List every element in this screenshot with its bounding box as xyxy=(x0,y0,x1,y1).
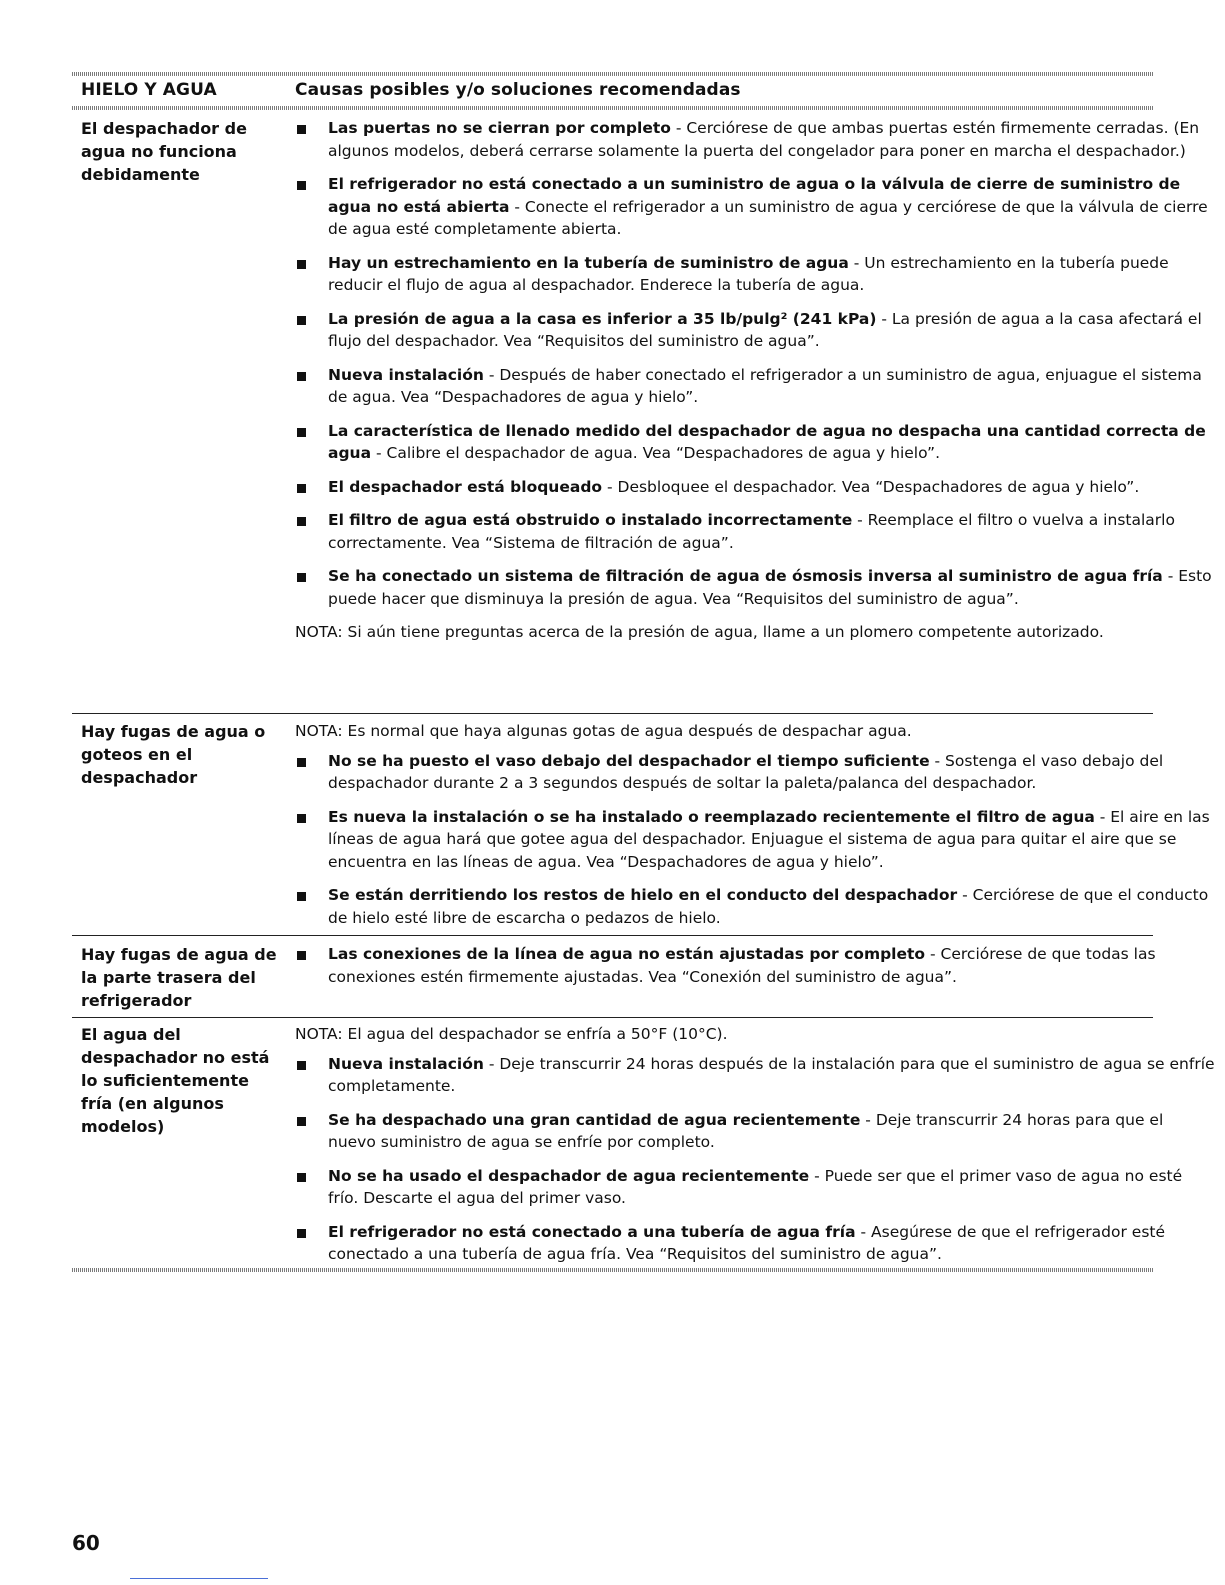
cause-label: Nueva instalación xyxy=(328,1054,484,1073)
section-divider xyxy=(72,1017,1153,1018)
bullet-square-icon xyxy=(297,428,306,437)
solution-item xyxy=(295,565,1215,610)
page-number: 60 xyxy=(72,1531,100,1555)
solution-item xyxy=(295,509,1215,554)
bullet-square-icon xyxy=(297,1061,306,1070)
column-header-issue: HIELO Y AGUA xyxy=(81,80,217,100)
solution-item xyxy=(295,117,1215,162)
issue-title: El despachador de agua no funciona debidamente xyxy=(81,119,247,184)
solution-item xyxy=(295,750,1215,795)
cause-label: Se ha despachado una gran cantidad de agua recientemente xyxy=(328,1110,861,1129)
solution-text: - Cerciórese de que ambas puertas estén firmemente cerradas. (En algunos modelos, deberá cerrarse solamente la puerta del congelador para poner en marcha el despachador.) xyxy=(328,119,1200,160)
bullet-square-icon xyxy=(297,484,306,493)
note-text: NOTA: Si aún tiene preguntas acerca de la presión de agua, llame a un plomero competente autorizado. xyxy=(295,623,1104,641)
solution-item xyxy=(295,884,1215,929)
solution-item xyxy=(295,806,1215,874)
solution-item xyxy=(295,1165,1215,1210)
column-header-solutions: Causas posibles y/o soluciones recomendadas xyxy=(295,80,741,100)
solution-text: - Deje transcurrir 24 horas después de la instalación para que el suministro de agua se enfríe completamente. xyxy=(328,1054,1215,1095)
cause-label: No se ha puesto el vaso debajo del despachador el tiempo suficiente xyxy=(328,751,930,770)
solution-item xyxy=(295,1221,1215,1266)
bullet-square-icon xyxy=(297,814,306,823)
cause-label: Hay un estrechamiento en la tubería de suministro de agua xyxy=(328,253,849,272)
solution-text: - Asegúrese de que el refrigerador esté conectado a una tubería de agua fría. Vea “Requisitos del suministro de agua”. xyxy=(328,1222,1166,1263)
bullet-square-icon xyxy=(297,1117,306,1126)
bullet-square-icon xyxy=(297,181,306,190)
solution-item xyxy=(295,476,1215,499)
bullet-square-icon xyxy=(297,573,306,582)
cause-label: Se están derritiendo los restos de hielo en el conducto del despachador xyxy=(328,886,958,904)
solution-item xyxy=(295,420,1215,465)
solution-text: - Después de haber conectado el refrigerador a un suministro de agua, enjuague el sistema de agua. Vea “Despachadores de agua y hielo”. xyxy=(328,365,1202,406)
cause-label: Se ha conectado un sistema de filtración de agua de ósmosis inversa al suministro de agua fría xyxy=(328,567,1163,585)
bullet-square-icon xyxy=(297,517,306,526)
solutions-list xyxy=(295,720,1215,940)
cause-label: Las puertas no se cierran por completo xyxy=(328,119,671,137)
solution-text: - Desbloquee el despachador. Vea “Despachadores de agua y hielo”. xyxy=(602,477,1140,496)
solution-item xyxy=(295,308,1215,353)
solution-text: - Reemplace el filtro o vuelva a instalarlo correctamente. Vea “Sistema de filtración de agua”. xyxy=(328,511,1175,552)
bullet-square-icon xyxy=(297,892,306,901)
bullet-square-icon xyxy=(297,260,306,269)
bottom-dotted-rule xyxy=(72,1268,1153,1272)
cause-label: El refrigerador no está conectado a una tubería de agua fría xyxy=(328,1222,856,1241)
bullet-square-icon xyxy=(297,372,306,381)
section-divider xyxy=(72,713,1153,714)
solution-text: - El aire en las líneas de agua hará que gotee agua del despachador. Enjuague el sistema de agua para quitar el aire que se encuentra en las líneas de agua. Vea “Despachadores de agua y hielo”. xyxy=(328,807,1210,871)
section-divider xyxy=(72,935,1153,936)
issue-title: El agua del despachador no está lo suficientemente fría (en algunos modelos) xyxy=(81,1025,270,1136)
cause-label: Es nueva la instalación o se ha instalado o reemplazado recientemente el filtro de agua xyxy=(328,807,1095,826)
solution-item xyxy=(295,364,1215,409)
footer-link-line xyxy=(130,1578,268,1579)
solution-text: - Conecte el refrigerador a un suministro de agua y cerciórese de que la válvula de cierre de agua esté completamente abierta. xyxy=(328,197,1208,238)
bullet-square-icon xyxy=(297,1173,306,1182)
bullet-square-icon xyxy=(297,316,306,325)
bullet-square-icon xyxy=(297,951,306,960)
solution-item xyxy=(295,252,1215,297)
solution-text: - Calibre el despachador de agua. Vea “Despachadores de agua y hielo”. xyxy=(371,444,940,462)
cause-label: No se ha usado el despachador de agua recientemente xyxy=(328,1166,810,1185)
solutions-list xyxy=(295,943,1215,999)
solution-item xyxy=(295,1109,1215,1154)
solution-item xyxy=(295,173,1215,241)
cause-label: El refrigerador no está conectado a un suministro de agua o la válvula de cierre de suministro de agua no está abierta xyxy=(328,175,1181,216)
issue-title: Hay fugas de agua de la parte trasera del refrigerador xyxy=(81,945,277,1010)
solution-text: - La presión de agua a la casa afectará el flujo del despachador. Vea “Requisitos del suministro de agua”. xyxy=(328,309,1202,350)
solution-text: - Un estrechamiento en la tubería puede reducir el flujo de agua al despachador. Enderece la tubería de agua. xyxy=(328,253,1169,294)
solutions-list xyxy=(295,117,1215,651)
solution-text: - Deje transcurrir 24 horas para que el nuevo suministro de agua se enfríe por completo. xyxy=(328,1110,1164,1151)
cause-label: El filtro de agua está obstruido o instalado incorrectamente xyxy=(328,511,853,529)
bullet-square-icon xyxy=(297,758,306,767)
solution-item xyxy=(295,1053,1215,1098)
header-dotted-rule xyxy=(72,106,1153,110)
solution-text: - Puede ser que el primer vaso de agua no esté frío. Descarte el agua del primer vaso. xyxy=(328,1166,1183,1207)
solution-text: - Cerciórese de que el conducto de hielo esté libre de escarcha o pedazos de hielo. xyxy=(328,886,1209,927)
note-text: NOTA: Es normal que haya algunas gotas de agua después de despachar agua. xyxy=(295,722,912,740)
note-text: NOTA: El agua del despachador se enfría a 50°F (10°C). xyxy=(295,1025,728,1043)
top-dotted-rule xyxy=(72,72,1153,76)
cause-label: Nueva instalación xyxy=(328,365,484,384)
solution-text: - Sostenga el vaso debajo del despachador durante 2 a 3 segundos después de soltar la paleta/palanca del despachador. xyxy=(328,751,1164,792)
solutions-list xyxy=(295,1023,1215,1277)
solution-text: - Esto puede hacer que disminuya la presión de agua. Vea “Requisitos del suministro de agua”. xyxy=(328,567,1212,608)
issue-title: Hay fugas de agua o goteos en el despachador xyxy=(81,722,266,787)
cause-label: El despachador está bloqueado xyxy=(328,477,603,496)
cause-label: La característica de llenado medido del despachador de agua no despacha una cantidad correcta de agua xyxy=(328,421,1206,462)
bullet-square-icon xyxy=(297,1229,306,1238)
cause-label: La presión de agua a la casa es inferior a 35 lb/pulg² (241 kPa) xyxy=(328,309,877,328)
bullet-square-icon xyxy=(297,125,306,134)
solution-item xyxy=(295,943,1215,988)
solution-text: - Cerciórese de que todas las conexiones estén firmemente ajustadas. Vea “Conexión del suministro de agua”. xyxy=(328,945,1156,986)
cause-label: Las conexiones de la línea de agua no están ajustadas por completo xyxy=(328,945,926,963)
